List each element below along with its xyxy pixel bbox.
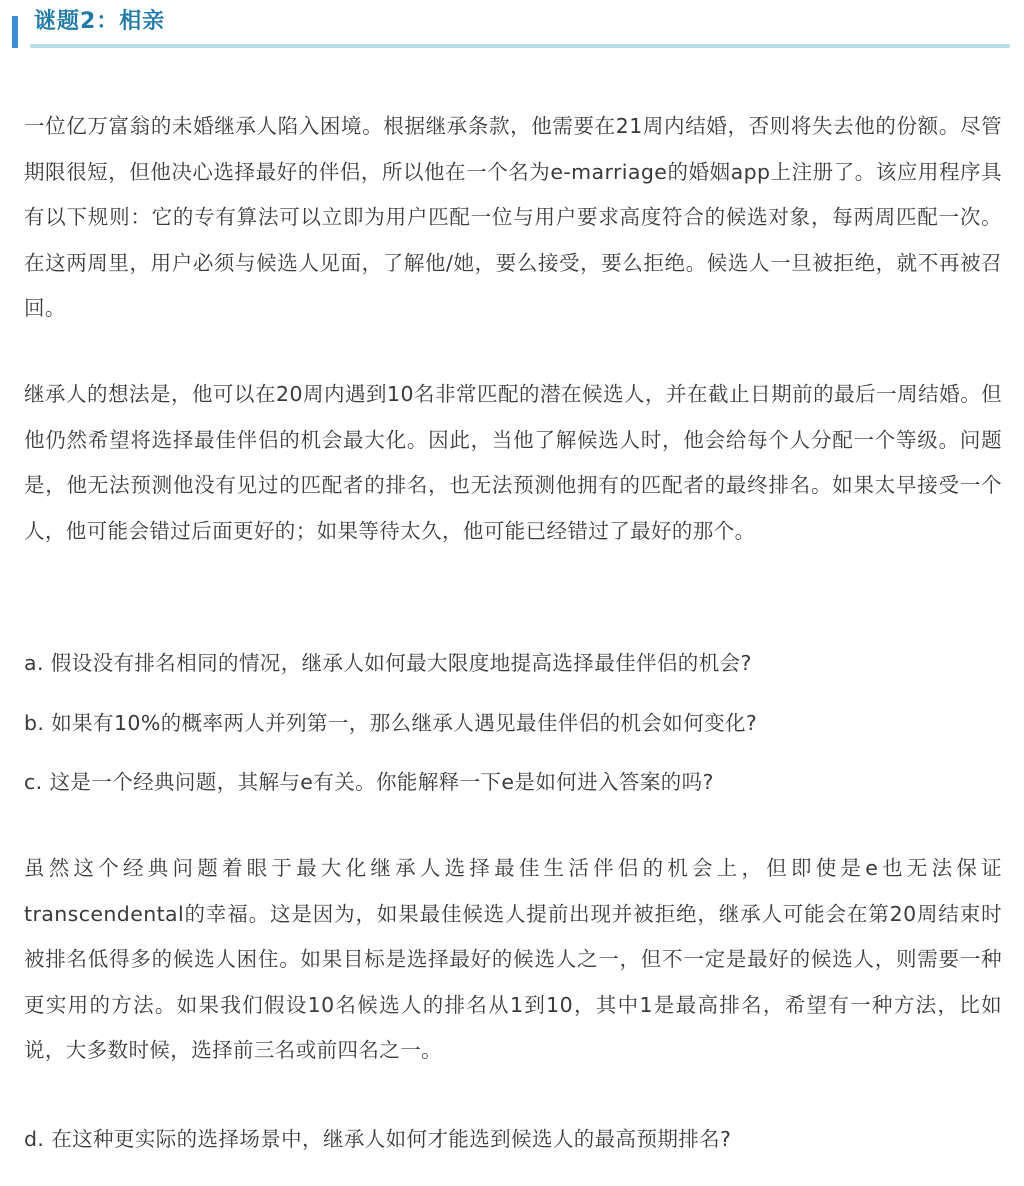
- header-accent-bar: [12, 16, 18, 48]
- paragraph-intro: 一位亿万富翁的未婚继承人陷入困境。根据继承条款，他需要在21周内结婚，否则将失去他的份额。尽管期限很短，但他决心选择最好的伴侣，所以他在一个名为e-marriage的婚姻app上注册了。该应用程序具有以下规则：它的专有算法可以立即为用户匹配一位与用户要求高度符合的候选对象，每两周匹配一次。在这两周里，用户必须与候选人见面，了解他/她，要么接受，要么拒绝。候选人一旦被拒绝，就不再被召回。: [24, 114, 1002, 320]
- paragraph-heir-plan: 继承人的想法是，他可以在20周内遇到10名非常匹配的潜在候选人，并在截止日期前的最后一周结婚。但他仍然希望将选择最佳伴侣的机会最大化。因此，当他了解候选人时，他会给每个人分配一个等级。问题是，他无法预测他没有见过的匹配者的排名，也无法预测他拥有的匹配者的最终排名。如果太早接受一个人，他可能会错过后面更好的；如果等待太久，他可能已经错过了最好的那个。: [24, 382, 1002, 543]
- paragraph-practical-approach: 虽然这个经典问题着眼于最大化继承人选择最佳生活伴侣的机会上，但即使是e也无法保证transcendental的幸福。这是因为，如果最佳候选人提前出现并被拒绝，继承人可能会在第20周结束时被排名低得多的候选人困住。如果目标是选择最好的候选人之一，但不一定是最好的候选人，则需要一种更实用的方法。如果我们假设10名候选人的排名从1到10，其中1是最高排名，希望有一种方法，比如说，大多数时候，选择前三名或前四名之一。: [24, 856, 1002, 1062]
- question-d: d. 在这种更实际的选择场景中，继承人如何才能选到候选人的最高预期排名?: [24, 1127, 732, 1151]
- question-a: a. 假设没有排名相同的情况，继承人如何最大限度地提高选择最佳伴侣的机会?: [24, 651, 752, 675]
- question-b: b. 如果有10%的概率两人并列第一，那么继承人遇见最佳伴侣的机会如何变化?: [24, 711, 758, 735]
- section-header: [0, 0, 1024, 56]
- page-title: 谜题2：相亲: [34, 9, 166, 34]
- question-c: c. 这是一个经典问题，其解与e有关。你能解释一下e是如何进入答案的吗?: [24, 770, 714, 794]
- header-divider: [30, 44, 1010, 48]
